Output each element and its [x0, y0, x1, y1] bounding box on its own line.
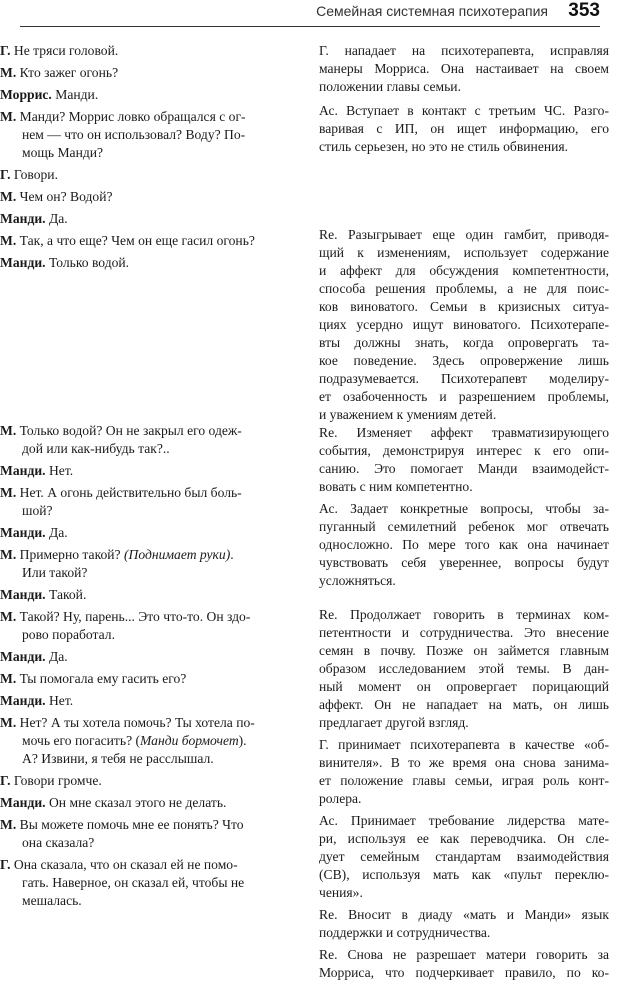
commentary-line: Ас. Задает конкретные вопросы, чтобы за-	[319, 501, 609, 516]
commentary-line: ков виноватого. Семьи в кризисных ситуа-	[319, 299, 609, 314]
commentary-line: Г. нападает на психотерапевта, исправляя	[319, 43, 609, 58]
dialogue-line	[0, 816, 244, 834]
dialogue-line	[22, 626, 115, 644]
commentary-line: стиль серьезен, но это не стиль обвинения.	[319, 139, 569, 154]
commentary-line: и уважением к умениям детей.	[319, 407, 497, 422]
commentary-line: Ас. Вступает в контакт с третьим ЧС. Разго-	[319, 103, 609, 118]
dialogue-text: Только водой.	[45, 255, 130, 270]
dialogue-line	[0, 648, 68, 666]
dialogue-line	[22, 732, 247, 750]
dialogue-line	[0, 64, 118, 82]
speaker-label: Г.	[0, 773, 11, 788]
dialogue-text: Вы можете помочь мне ее понять? Что	[16, 817, 244, 832]
speaker-label: М.	[0, 609, 17, 624]
dialogue-line	[0, 586, 86, 604]
commentary-line: семян в почву. Позже он займется главным	[319, 643, 609, 658]
commentary-line: кое поведение. Здесь опровержение лишь	[319, 353, 609, 368]
speaker-label: М.	[0, 817, 17, 832]
speaker-label: М.	[0, 485, 17, 500]
commentary-line: Re. Вносит в диаду «мать и Манди» язык	[319, 907, 609, 922]
commentary-line: ролера.	[319, 791, 362, 806]
dialogue-text: нем — что он использовал? Воду? По-	[22, 127, 246, 142]
stage-direction: Манди бормочет	[140, 733, 239, 748]
dialogue-text: Не тряси головой.	[10, 43, 119, 58]
dialogue-text: мочь его погасить? (	[22, 733, 141, 748]
commentary-line: санию. Это помогает Манди взаимодейст-	[319, 461, 609, 476]
dialogue-text: Или такой?	[22, 565, 88, 580]
speaker-label: Манди.	[0, 649, 46, 664]
dialogue-line	[0, 670, 186, 688]
commentary-line: ет озабоченность и разрешением проблемы,	[319, 389, 609, 404]
speaker-label: М.	[0, 189, 17, 204]
commentary-line: и аффект для обсуждения компетентности,	[319, 263, 609, 278]
commentary-line: образом исследованием этой темы. В дан-	[319, 661, 609, 676]
dialogue-line	[0, 232, 255, 250]
dialogue-line	[0, 546, 234, 564]
commentary-line: чувствовать себя увереннее, вопросы будут	[319, 555, 609, 570]
dialogue-line	[0, 608, 250, 626]
dialogue-text: А? Извини, я тебя не расслышал.	[22, 751, 214, 766]
commentary-line: петентности и сотрудничества. Это внесение	[319, 625, 609, 640]
dialogue-line	[22, 874, 244, 892]
speaker-label: Манди.	[0, 795, 46, 810]
speaker-label: М.	[0, 547, 17, 562]
dialogue-line	[0, 166, 58, 184]
commentary-line: подразумевается. Психотерапевт моделиру-	[319, 371, 609, 386]
speaker-label: Манди.	[0, 463, 46, 478]
dialogue-line	[22, 126, 245, 144]
dialogue-text: она сказала?	[22, 835, 95, 850]
dialogue-line	[22, 750, 214, 768]
commentary-line: события, демонстрируя интерес к его опи-	[319, 443, 609, 458]
dialogue-line	[0, 714, 255, 732]
dialogue-line	[0, 692, 73, 710]
dialogue-text: Нет.	[45, 693, 74, 708]
dialogue-text: Чем он? Водой?	[16, 189, 113, 204]
commentary-line: варивая с ИП, он ищет информацию, его	[319, 121, 609, 136]
dialogue-text: Говори.	[10, 167, 58, 182]
dialogue-text: Нет.	[45, 463, 74, 478]
commentary-line: положении главы семьи.	[319, 79, 461, 94]
commentary-line: Г. принимает психотерапевта в качестве «об-	[319, 737, 609, 752]
page-number: 353	[568, 0, 600, 21]
dialogue-line	[0, 188, 113, 206]
commentary-line: вты должны знать, когда опровергать та-	[319, 335, 609, 350]
speaker-label: Г.	[0, 167, 11, 182]
dialogue-line	[22, 834, 94, 852]
dialogue-text: Манди? Моррис ловко обращался с ог-	[16, 109, 246, 124]
commentary-line: чения».	[319, 885, 363, 900]
speaker-label: Манди.	[0, 525, 46, 540]
dialogue-line	[0, 254, 129, 272]
dialogue-text: Да.	[45, 211, 68, 226]
commentary-line: винителя». В то же время она снова занима-	[319, 755, 609, 770]
stage-direction: (Поднимает руки)	[123, 547, 231, 562]
dialogue-text: Такой? Ну, парень... Это что-то. Он здо-	[16, 609, 251, 624]
dialogue-line	[22, 144, 103, 162]
commentary-line: (СВ), используя мать как «пульт переклю-	[319, 867, 609, 882]
dialogue-line	[0, 856, 238, 874]
dialogue-line	[0, 42, 118, 60]
running-title: Семейная системная психотерапия	[316, 3, 548, 19]
commentary-line: ри, используя ее как переводчика. Он сле-	[319, 831, 609, 846]
commentary-line: аффект. Он не нападает на мать, он лишь	[319, 697, 609, 712]
speaker-label: Манди.	[0, 255, 46, 270]
speaker-label: М.	[0, 233, 17, 248]
commentary-line: Re. Изменяет аффект травматизирующего	[319, 425, 609, 440]
speaker-label: М.	[0, 715, 17, 730]
commentary-line: Re. Снова не разрешает матери говорить за	[319, 947, 609, 962]
commentary-line: циях усердно ищут виноватого. Психотерапе-	[319, 317, 609, 332]
speaker-label: Манди.	[0, 211, 46, 226]
dialogue-text: Говори громче.	[10, 773, 102, 788]
dialogue-line	[0, 422, 242, 440]
dialogue-text: Так, а что еще? Чем он еще гасил огонь?	[16, 233, 255, 248]
dialogue-text-tail: ).	[238, 733, 247, 748]
dialogue-text: мешалась.	[22, 893, 82, 908]
dialogue-text: шой?	[22, 503, 53, 518]
commentary-line: ет положение главы семьи, играя роль конт-	[319, 773, 609, 788]
speaker-label: Г.	[0, 43, 11, 58]
speaker-label: Моррис.	[0, 87, 52, 102]
speaker-label: Манди.	[0, 587, 46, 602]
commentary-line: Морриса, что подчеркивает правило, по ко-	[319, 965, 609, 980]
header-rule	[20, 26, 600, 27]
dialogue-line	[0, 86, 98, 104]
dialogue-text: Манди.	[51, 87, 99, 102]
dialogue-text: Она сказала, что он сказал ей не помо-	[10, 857, 238, 872]
commentary-line: вовать с ним компетентно.	[319, 479, 473, 494]
dialogue-text: Кто зажег огонь?	[16, 65, 119, 80]
dialogue-text: Такой.	[45, 587, 87, 602]
dialogue-text: дой или как-нибудь так?..	[22, 441, 170, 456]
commentary-line: ный момент он опровергает порицающий	[319, 679, 609, 694]
dialogue-text: гать. Наверное, он сказал ей, чтобы не	[22, 875, 245, 890]
dialogue-line	[0, 794, 226, 812]
dialogue-text: Нет? А ты хотела помочь? Ты хотела по-	[16, 715, 255, 730]
speaker-label: М.	[0, 671, 17, 686]
commentary-line: дует семейным стандартам взаимодействия	[319, 849, 609, 864]
commentary-line: манеры Морриса. Она настаивает на своем	[319, 61, 609, 76]
dialogue-line	[0, 210, 68, 228]
dialogue-text: Он мне сказал этого не делать.	[45, 795, 227, 810]
commentary-line: поддержки и сотрудничества.	[319, 925, 491, 940]
dialogue-line	[22, 564, 87, 582]
commentary-line: способа решения проблемы, а не для поис-	[319, 281, 609, 296]
speaker-label: Г.	[0, 857, 11, 872]
commentary-line: односложно. По мере того как она начинает	[319, 537, 609, 552]
dialogue-line	[22, 892, 82, 910]
dialogue-line	[0, 108, 246, 126]
running-header	[0, 0, 620, 28]
commentary-line: Ас. Принимает требование лидерства мате-	[319, 813, 609, 828]
speaker-label: М.	[0, 109, 17, 124]
commentary-line: пуганный семилетний ребенок мог отвечать	[319, 519, 609, 534]
dialogue-text: Примерно такой?	[16, 547, 124, 562]
dialogue-line	[0, 462, 73, 480]
dialogue-text: Да.	[45, 649, 68, 664]
dialogue-text: Нет. А огонь действительно был боль-	[16, 485, 242, 500]
speaker-label: Манди.	[0, 693, 46, 708]
commentary-line: щий к изменениям, использует содержание	[319, 245, 609, 260]
dialogue-text: мощь Манди?	[22, 145, 104, 160]
dialogue-line	[0, 772, 102, 790]
dialogue-line	[22, 440, 170, 458]
dialogue-text: Только водой? Он не закрыл его одеж-	[16, 423, 242, 438]
dialogue-text: Да.	[45, 525, 68, 540]
commentary-line: усложняться.	[319, 573, 396, 588]
speaker-label: М.	[0, 423, 17, 438]
dialogue-text-tail: .	[230, 547, 234, 562]
commentary-line: Re. Продолжает говорить в терминах ком-	[319, 607, 609, 622]
commentary-line: Re. Разыгрывает еще один гамбит, приводя-	[319, 227, 609, 242]
commentary-line: предлагает другой взгляд.	[319, 715, 469, 730]
dialogue-line	[0, 484, 242, 502]
dialogue-line	[22, 502, 53, 520]
dialogue-text: Ты помогала ему гасить его?	[16, 671, 187, 686]
dialogue-text: рово поработал.	[22, 627, 115, 642]
dialogue-line	[0, 524, 68, 542]
speaker-label: М.	[0, 65, 17, 80]
